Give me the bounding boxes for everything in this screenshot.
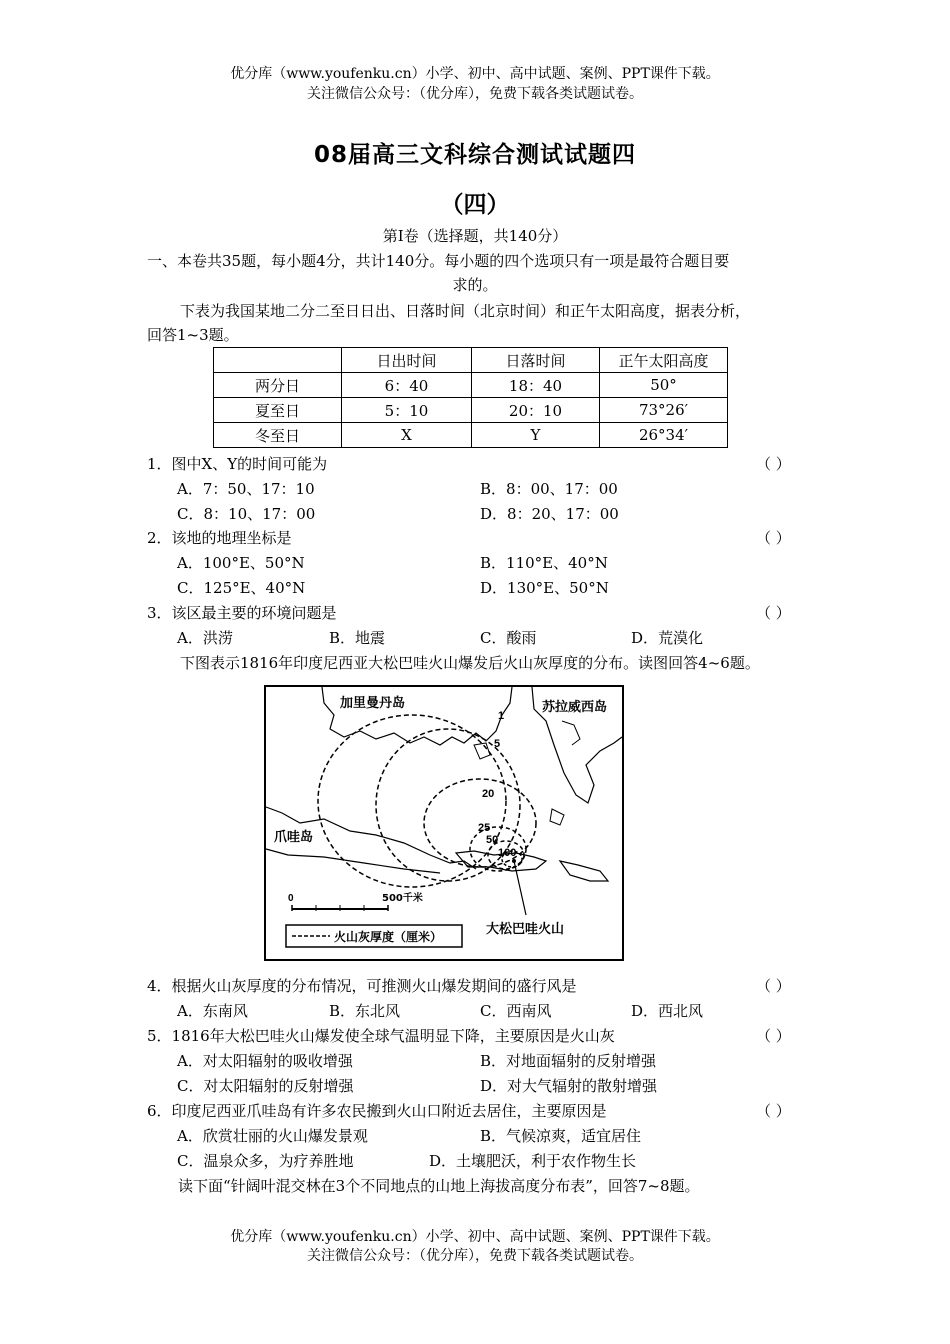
q5-option-b: B．对地面辐射的反射增强 <box>480 1052 657 1070</box>
table-cell: 两分日 <box>214 373 342 398</box>
legend-label: 火山灰厚度（厘米） <box>334 930 443 944</box>
answer-paren: （ ） <box>756 455 791 473</box>
contour-label: 25 <box>478 822 491 834</box>
question-3-stem: 3．该区最主要的环境问题是 <box>147 604 337 622</box>
contour-label: 50 <box>486 834 499 846</box>
contour-label: 20 <box>482 788 495 800</box>
q4-option-c: C．西南风 <box>480 1002 552 1020</box>
q2-option-c: C．125°E、40°N <box>177 579 306 597</box>
q2-option-d: D．130°E、50°N <box>480 579 609 597</box>
header-line-2: 关注微信公众号：（优分库），免费下载各类试题试卷。 <box>307 86 643 102</box>
contour-label: 5 <box>494 738 501 750</box>
table-header-cell: 正午太阳高度 <box>600 348 728 373</box>
label-kalimantan: 加里曼丹岛 <box>340 696 406 711</box>
label-java: 爪哇岛 <box>274 830 314 845</box>
q4-option-b: B．东北风 <box>329 1002 401 1020</box>
q1-option-c: C．8：10、17：00 <box>177 505 316 523</box>
answer-paren: （ ） <box>756 1027 791 1045</box>
table-cell: 冬至日 <box>214 423 342 448</box>
page-subtitle: （四） <box>440 192 510 218</box>
intro-1-line-2: 回答1~3题。 <box>147 326 239 344</box>
sun-data-table <box>213 347 728 448</box>
q6-option-b: B．气候凉爽，适宜居住 <box>480 1127 642 1145</box>
intro-2: 下图表示1816年印度尼西亚大松巴哇火山爆发后火山灰厚度的分布。读图回答4~6题。 <box>180 654 760 672</box>
q5-option-c: C．对太阳辐射的反射增强 <box>177 1077 354 1095</box>
table-cell: 50° <box>600 373 728 398</box>
contour-label: 1 <box>498 710 505 722</box>
answer-paren: （ ） <box>756 529 791 547</box>
header-line-1: 优分库（www.youfenku.cn）小学、初中、高中试题、案例、PPT课件下载。 <box>230 66 720 82</box>
scale-zero: 0 <box>288 893 294 904</box>
q3-option-a: A．洪涝 <box>177 629 233 647</box>
map-frame <box>265 686 623 960</box>
q5-option-a: A．对太阳辐射的吸收增强 <box>177 1052 353 1070</box>
q3-option-c: C．酸雨 <box>480 629 537 647</box>
q6-option-a: A．欣赏壮丽的火山爆发景观 <box>177 1127 368 1145</box>
q4-option-a: A．东南风 <box>177 1002 248 1020</box>
table-row <box>214 373 728 398</box>
answer-paren: （ ） <box>756 1102 791 1120</box>
section-heading: 第Ⅰ卷（选择题，共140分） <box>382 227 568 245</box>
table-cell: X <box>342 423 472 448</box>
q1-option-a: A．7：50、17：10 <box>177 480 315 498</box>
instructions-line-1: 一、本卷共35题，每小题4分，共计140分。每小题的四个选项只有一项是最符合题目要 <box>147 252 730 270</box>
table-cell: Y <box>472 423 600 448</box>
q6-option-d: D．土壤肥沃，利于农作物生长 <box>429 1152 637 1170</box>
table-cell: 6：40 <box>342 373 472 398</box>
table-header-row <box>214 348 728 373</box>
question-4-stem: 4．根据火山灰厚度的分布情况，可推测火山爆发期间的盛行风是 <box>147 977 577 995</box>
q2-option-b: B．110°E、40°N <box>480 554 608 572</box>
q6-option-c: C．温泉众多，为疗养胜地 <box>177 1152 354 1170</box>
question-6-stem: 6．印度尼西亚爪哇岛有许多农民搬到火山口附近去居住，主要原因是 <box>147 1102 607 1120</box>
question-2-stem: 2．该地的地理坐标是 <box>147 529 292 547</box>
table-cell: 20：10 <box>472 398 600 423</box>
question-1-stem: 1．图中X、Y的时间可能为 <box>147 455 328 473</box>
table-cell: 26°34′ <box>600 423 728 448</box>
intro-3: 读下面“针阔叶混交林在3个不同地点的山地上海拔高度分布表”，回答7~8题。 <box>178 1177 700 1195</box>
q1-option-d: D．8：20、17：00 <box>480 505 619 523</box>
volcano-marker <box>512 859 516 863</box>
label-sulawesi: 苏拉威西岛 <box>542 700 608 715</box>
page-title: 08届高三文科综合测试试题四 <box>313 142 636 168</box>
table-header-cell <box>214 348 342 373</box>
volcanic-ash-map <box>264 685 624 961</box>
table-cell: 18：40 <box>472 373 600 398</box>
table-row <box>214 423 728 448</box>
label-volcano: 大松巴哇火山 <box>486 922 565 937</box>
q1-option-b: B．8：00、17：00 <box>480 480 618 498</box>
instructions-line-2: 求的。 <box>452 276 498 294</box>
table-cell: 5：10 <box>342 398 472 423</box>
footer-line-1: 优分库（www.youfenku.cn）小学、初中、高中试题、案例、PPT课件下载。 <box>230 1229 720 1245</box>
table-cell: 73°26′ <box>600 398 728 423</box>
q3-option-b: B．地震 <box>329 629 386 647</box>
table-row <box>214 398 728 423</box>
q3-option-d: D．荒漠化 <box>631 629 704 647</box>
answer-paren: （ ） <box>756 977 791 995</box>
table-header-cell: 日出时间 <box>342 348 472 373</box>
q4-option-d: D．西北风 <box>631 1002 704 1020</box>
scale-max: 500千米 <box>382 893 423 904</box>
footer-line-2: 关注微信公众号：（优分库），免费下载各类试题试卷。 <box>307 1248 643 1264</box>
intro-1-line-1: 下表为我国某地二分二至日日出、日落时间（北京时间）和正午太阳高度，据表分析， <box>180 302 751 320</box>
q5-option-d: D．对大气辐射的散射增强 <box>480 1077 658 1095</box>
answer-paren: （ ） <box>756 604 791 622</box>
table-cell: 夏至日 <box>214 398 342 423</box>
table-header-cell: 日落时间 <box>472 348 600 373</box>
question-5-stem: 5．1816年大松巴哇火山爆发使全球气温明显下降，主要原因是火山灰 <box>147 1027 615 1045</box>
q2-option-a: A．100°E、50°N <box>177 554 305 572</box>
contour-label: 100 <box>498 847 517 859</box>
